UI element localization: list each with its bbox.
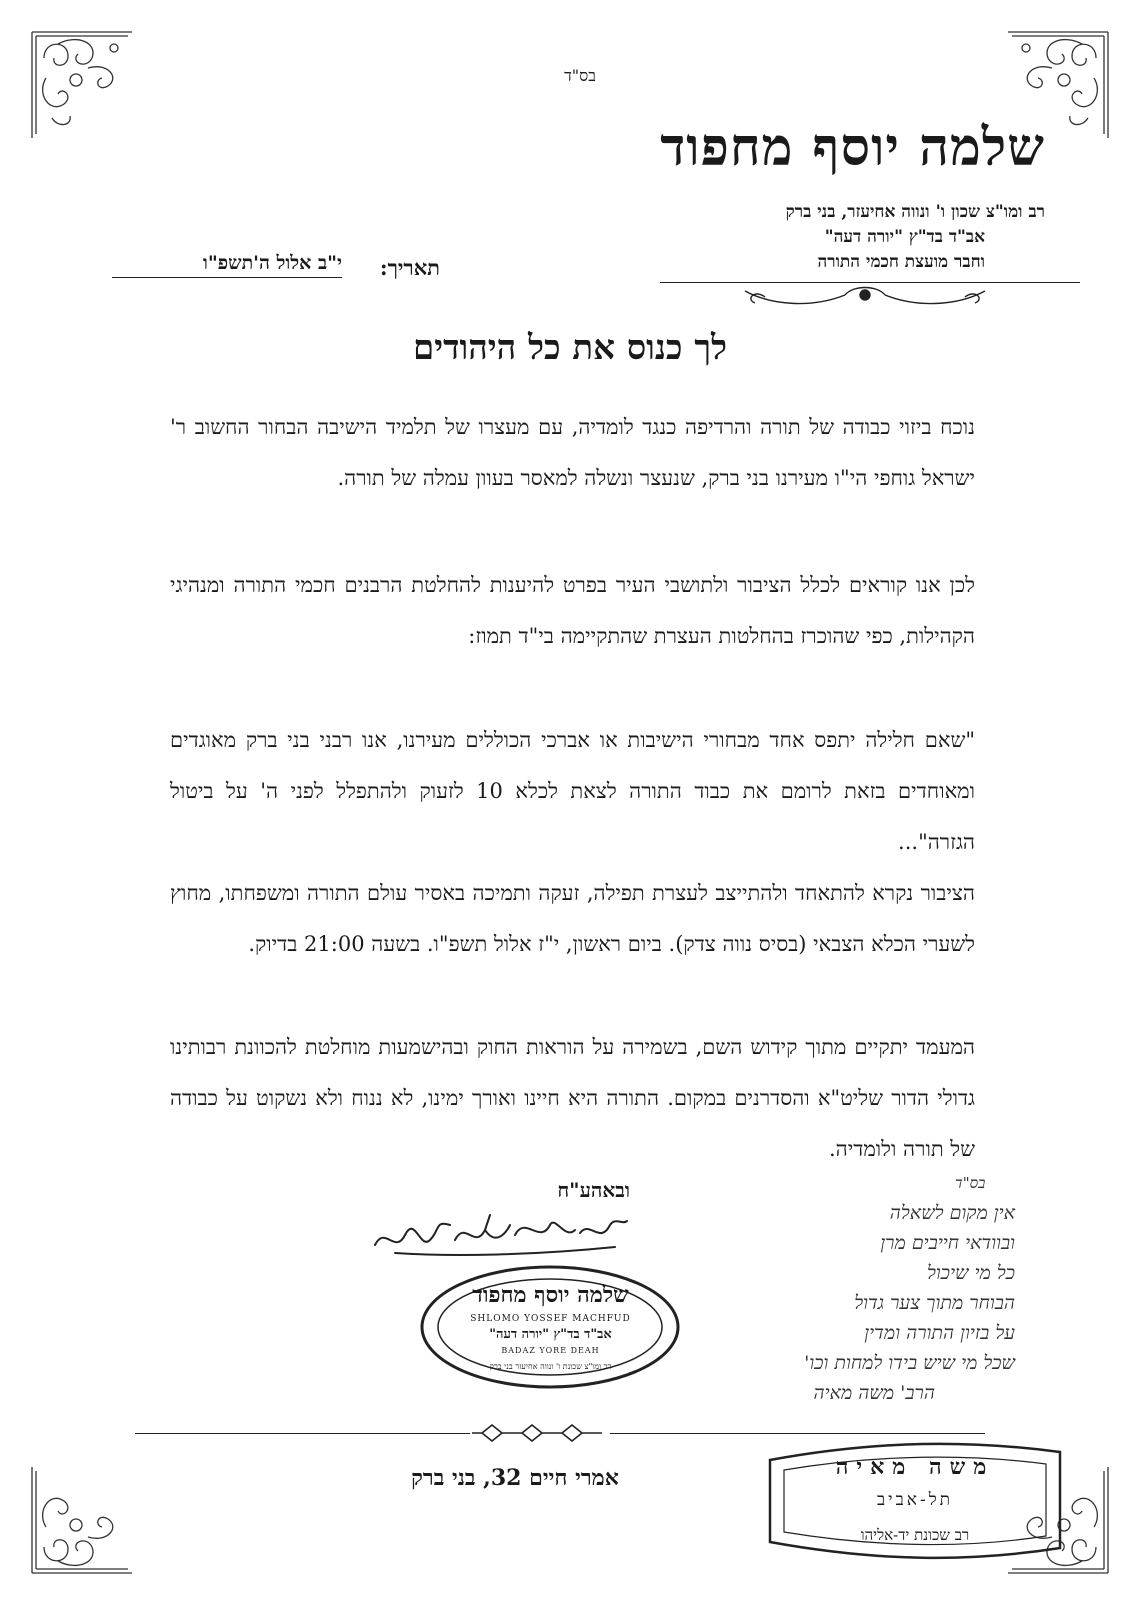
paragraph-text: הציבור נקרא להתאחד ולהתייצב לעצרת תפילה, זעקה ותמיכה באסיר עולם התורה ומשפחתו, מחוץ לשערי הכלא הצבאי (בסיס נווה צדק). ביום ראשון, י"ז אלול תשפ"ו. בשעה 21:00 בדיוק.	[170, 881, 975, 956]
stamp-name: שלמה יוסף מחפוד	[472, 1282, 629, 1308]
rabbi-title-line: רב ומו"צ שכון ו' ונווה אחיעזר, בני ברק	[785, 202, 1045, 222]
paragraph	[170, 868, 975, 970]
endorser-stamp-name: משה מאיה	[835, 1454, 995, 1480]
handnote-line: בס"ד	[955, 1174, 986, 1192]
paragraph-text: המעמד יתקיים מתוך קידוש השם, בשמירה על הוראות החוק ובהישמעות מוחלטת להכוונת רבותינו גדולי הדור שליט"א והסדרנים במקום. התורה היא חיינו ואורך ימינו, לא ננוח ולא נשקוט על כבודה של תורה ולומדיה.	[170, 1035, 975, 1161]
paragraph	[170, 715, 975, 868]
footer-address: אמרי חיים 32, בני ברק	[411, 1465, 619, 1491]
endorser-stamp-rim: רב שכונת יד-אליהו	[860, 1526, 970, 1544]
handnote-line: אין מקום לשאלה	[889, 1202, 1015, 1224]
handwritten-endorsement	[655, 1168, 1015, 1428]
stamp-latin-name: SHLOMO YOSSEF MACHFUD	[470, 1314, 631, 1324]
handnote-line: כל מי שיכול	[927, 1262, 1015, 1284]
date-value: י"ב אלול ה'תשפ"ו	[112, 252, 342, 278]
stamp-title: אב"ד בד"ץ "יורה דעה"	[489, 1327, 612, 1342]
besiyata-dishmaya: בס"ד	[564, 66, 596, 85]
rabbi-titles	[565, 200, 1045, 275]
paragraph	[170, 1022, 975, 1175]
rabbi-title-line: וחבר מועצת חכמי התורה	[817, 252, 985, 272]
handnote-line: הבוחר מתוך צער גדול	[854, 1292, 1015, 1314]
rabbi-title-line: אב"ד בד"ץ "יורה דעה"	[824, 227, 985, 247]
corner-ornament-top-left	[28, 28, 138, 143]
paragraph-text: "שאם חלילה יתפס אחד מבחורי הישיבות או אברכי הכוללים מעירנו, אנו רבני בני ברק מאוגדים ומאוחדים בזאת לרומם את כבוד התורה לצאת לכלא 10 לזעוק ולהתפלל לפני ה' על ביטול הגזרה"...	[170, 728, 975, 854]
footer-flourish	[470, 1420, 610, 1446]
stamp-latin-title: BADAZ YORE DEAH	[501, 1346, 600, 1355]
header-flourish	[735, 283, 995, 309]
closing-formula: ובאהע"ח	[557, 1178, 630, 1202]
handnote-line: על בזיון התורה ומדין	[864, 1322, 1015, 1344]
handnote-line: ובוודאי חייבים מרן	[880, 1232, 1015, 1254]
paragraph	[170, 402, 975, 504]
endorser-stamp-text	[760, 1430, 1070, 1570]
paragraph-text: נוכח ביזוי כבודה של תורה והרדיפה כנגד לומדיה, עם מעצרו של תלמיד הישיבה הבחור החשוב ר' ישראל גוחפי הי"ו מעירנו בני ברק, שנעצר ונשלה למאסר בעוון עמלה של תורה.	[170, 415, 975, 490]
rabbi-name-heading: שלמה יוסף מחפוד	[660, 117, 1045, 178]
endorser-stamp-city: תל-אביב	[876, 1490, 954, 1510]
handnote-line: שכל מי שיש בידו למחות וכו'	[804, 1352, 1015, 1374]
letter-title: לך כנוס את כל היהודים	[413, 328, 727, 368]
rabbi-stamp-text	[418, 1262, 683, 1392]
corner-ornament-bottom-left	[28, 1462, 138, 1577]
stamp-rim-text: רב ומו"צ שכונת ו' ונווה אחיעזר בני ברק	[489, 1362, 612, 1371]
handwritten-signature	[365, 1195, 635, 1265]
handnote-line: הרב' משה מאיה	[813, 1382, 935, 1404]
paragraph	[170, 560, 975, 662]
paragraph-text: לכן אנו קוראים לכלל הציבור ולתושבי העיר בפרט להיענות להחלטת הרבנים חכמי התורה ומנהיגי הקהילות, כפי שהוכרז בהחלטות העצרת שהתקיימה בי"ד תמוז:	[170, 573, 975, 648]
date-label: תאריך:	[379, 255, 440, 280]
